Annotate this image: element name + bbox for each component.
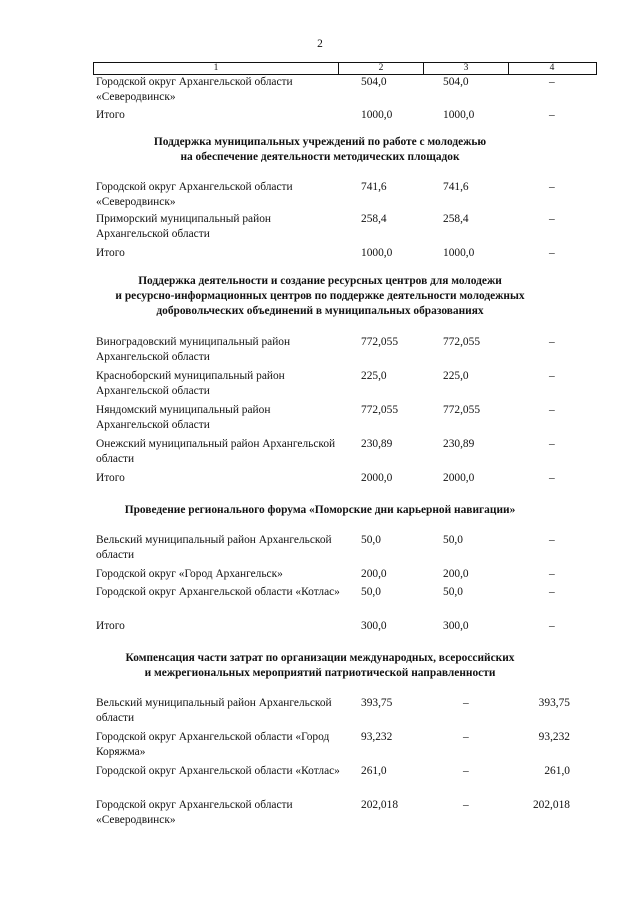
regional-amount: 258,4 (443, 213, 469, 225)
federal-amount: 93,232 (538, 731, 570, 743)
total-label: Итого (96, 620, 125, 632)
federal-amount: – (549, 213, 555, 225)
total-label: Итого (96, 472, 125, 484)
total-amount: 258,4 (361, 213, 387, 225)
table-header (93, 62, 597, 75)
federal-amount: – (549, 472, 555, 484)
section-title-line: на обеспечение деятельности методических площадок (180, 151, 460, 163)
federal-amount: – (549, 336, 555, 348)
total-amount: 230,89 (361, 438, 393, 450)
regional-amount: 772,055 (443, 404, 481, 416)
federal-amount: – (549, 404, 555, 416)
section-title (0, 651, 640, 681)
regional-amount: 772,055 (443, 336, 481, 348)
regional-amount: – (463, 765, 469, 777)
total-amount: 772,055 (361, 336, 399, 348)
municipality-name: Вельский муниципальный район Архангельской области (96, 534, 332, 561)
regional-amount: – (463, 731, 469, 743)
municipality-name: Городской округ Архангельской области «Северодвинск» (96, 181, 293, 208)
municipality-name: Городской округ Архангельской области «Северодвинск» (96, 76, 293, 103)
regional-amount: 504,0 (443, 76, 469, 88)
regional-amount: 225,0 (443, 370, 469, 382)
municipality-name: Приморский муниципальный район Архангельской области (96, 213, 271, 240)
municipality-name: Виноградовский муниципальный район Архангельской области (96, 336, 291, 363)
regional-amount: 230,89 (443, 438, 475, 450)
federal-amount: – (549, 620, 555, 632)
total-amount: 225,0 (361, 370, 387, 382)
regional-amount: 2000,0 (443, 472, 475, 484)
total-amount: 93,232 (361, 731, 393, 743)
municipality-name: Няндомский муниципальный район Архангельской области (96, 404, 271, 431)
total-amount: 300,0 (361, 620, 387, 632)
regional-amount: 50,0 (443, 534, 463, 546)
total-amount: 741,6 (361, 181, 387, 193)
total-amount: 200,0 (361, 568, 387, 580)
federal-amount: – (549, 568, 555, 580)
regional-amount: 50,0 (443, 586, 463, 598)
total-amount: 1000,0 (361, 109, 393, 121)
municipality-name: Городской округ «Город Архангельск» (96, 568, 283, 580)
section-title-line: и межрегиональных мероприятий патриотической направленности (144, 667, 496, 679)
federal-amount: – (549, 586, 555, 598)
section-title-line: Поддержка муниципальных учреждений по работе с молодежью (153, 136, 487, 148)
regional-amount: 300,0 (443, 620, 469, 632)
total-label: Итого (96, 247, 125, 259)
page-number: 2 (317, 38, 323, 50)
total-amount: 393,75 (361, 697, 393, 709)
federal-amount: – (549, 438, 555, 450)
regional-amount: 200,0 (443, 568, 469, 580)
total-amount: 261,0 (361, 765, 387, 777)
total-amount: 2000,0 (361, 472, 393, 484)
federal-amount: – (549, 534, 555, 546)
total-label: Итого (96, 109, 125, 121)
regional-amount: 1000,0 (443, 109, 475, 121)
federal-amount: 202,018 (532, 799, 570, 811)
section-title-line: и ресурсно-информационных центров по поддержке деятельности молодежных (115, 290, 525, 302)
section-title-line: Поддержка деятельности и создание ресурсных центров для молодежи (138, 275, 502, 287)
municipality-name: Городской округ Архангельской области «Город Коряжма» (96, 731, 330, 758)
column-header-4: 4 (549, 63, 555, 73)
total-amount: 504,0 (361, 76, 387, 88)
section-title (0, 274, 640, 319)
total-amount: 50,0 (361, 586, 381, 598)
municipality-name: Онежский муниципальный район Архангельской области (96, 438, 336, 465)
federal-amount: – (549, 370, 555, 382)
section-title (0, 135, 640, 165)
section-title-line: Компенсация части затрат по организации международных, всероссийских (125, 652, 515, 664)
federal-amount: – (549, 76, 555, 88)
municipality-name: Городской округ Архангельской области «Котлас» (96, 586, 340, 598)
federal-amount: – (549, 109, 555, 121)
column-header-3: 3 (424, 63, 509, 74)
federal-amount: 393,75 (538, 697, 570, 709)
section-title-line: добровольческих объединений в муниципальных образованиях (156, 305, 484, 317)
municipality-name: Городской округ Архангельской области «Северодвинск» (96, 799, 293, 826)
federal-amount: 261,0 (544, 765, 570, 777)
total-amount: 1000,0 (361, 247, 393, 259)
section-title (0, 503, 640, 518)
regional-amount: – (463, 799, 469, 811)
total-amount: 772,055 (361, 404, 399, 416)
column-header-2: 2 (339, 63, 424, 74)
column-header-1: 1 (94, 63, 339, 74)
total-amount: 202,018 (361, 799, 399, 811)
section-title-line: Проведение регионального форума «Поморские дни карьерной навигации» (124, 504, 516, 516)
federal-amount: – (549, 181, 555, 193)
municipality-name: Вельский муниципальный район Архангельской области (96, 697, 332, 724)
municipality-name: Городской округ Архангельской области «Котлас» (96, 765, 340, 777)
federal-amount: – (549, 247, 555, 259)
municipality-name: Красноборский муниципальный район Архангельской области (96, 370, 285, 397)
total-amount: 50,0 (361, 534, 381, 546)
regional-amount: – (463, 697, 469, 709)
regional-amount: 1000,0 (443, 247, 475, 259)
regional-amount: 741,6 (443, 181, 469, 193)
